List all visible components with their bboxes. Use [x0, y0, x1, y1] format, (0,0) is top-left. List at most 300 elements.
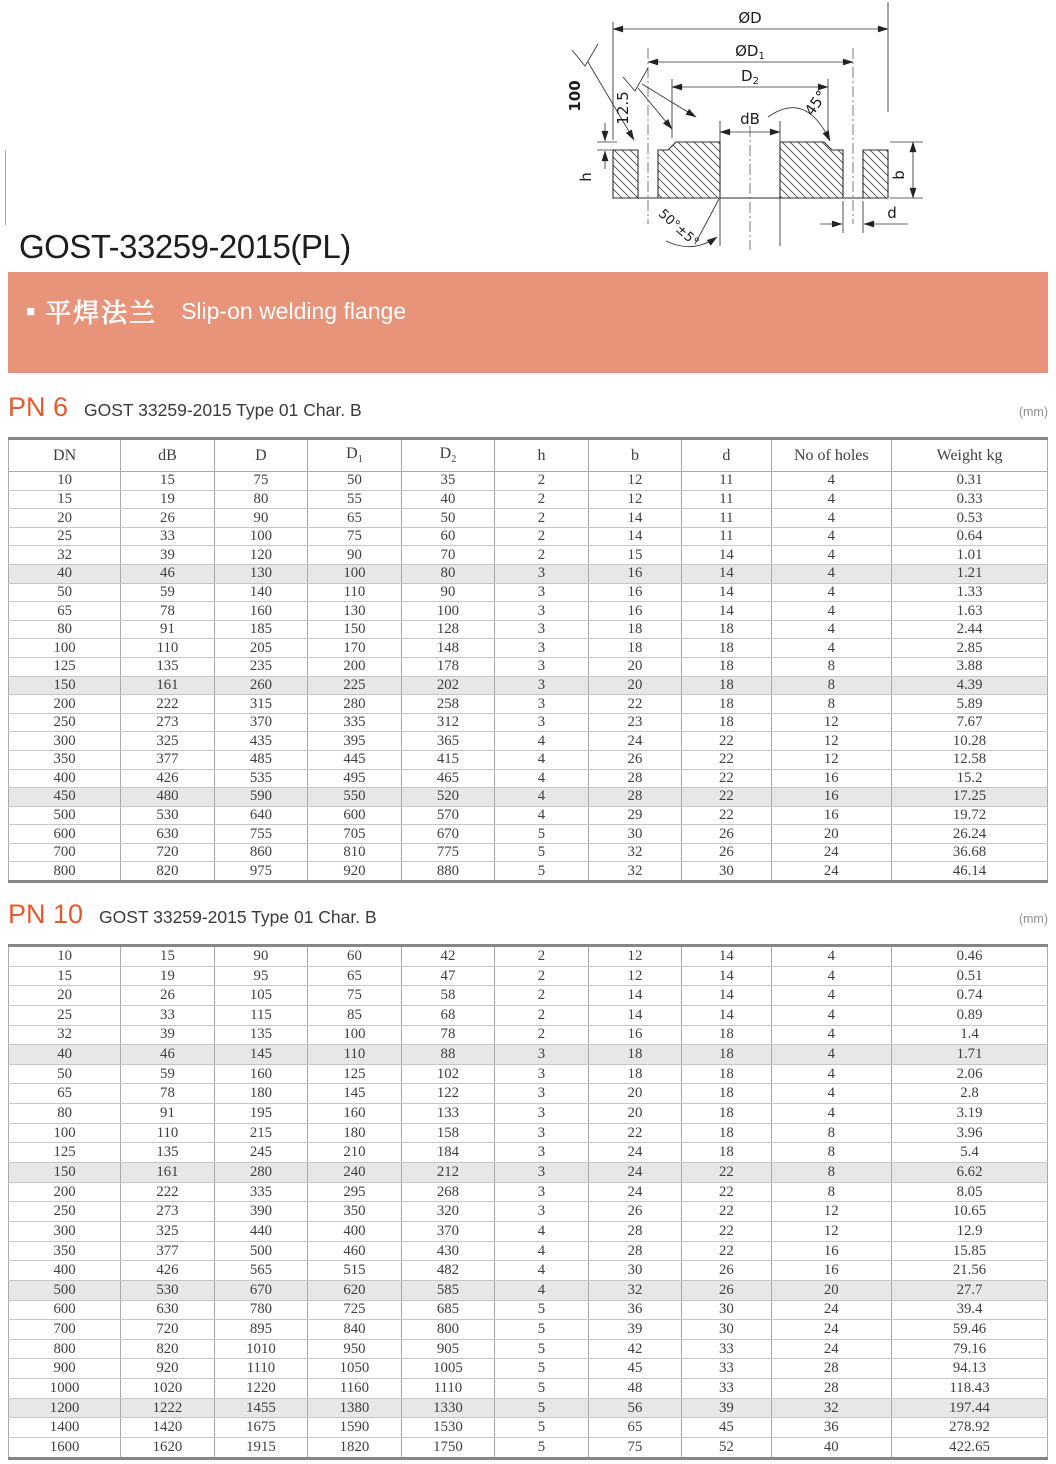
cell: 1400: [9, 1418, 121, 1438]
cell: 59: [121, 583, 215, 602]
cell: 400: [9, 1261, 121, 1281]
cell: 630: [121, 1300, 215, 1320]
cell: 4: [771, 602, 892, 621]
cell: 22: [682, 788, 771, 807]
cell: 150: [9, 676, 121, 695]
dim-label-d: d: [887, 204, 897, 222]
cell: 80: [401, 564, 495, 583]
column-header: dB: [121, 439, 215, 472]
cell: 197.44: [892, 1398, 1048, 1418]
cell: 39.4: [892, 1300, 1048, 1320]
cell: 21.56: [892, 1261, 1048, 1281]
cell: 24: [588, 732, 682, 751]
cell: 670: [401, 825, 495, 844]
cell: 15.85: [892, 1241, 1048, 1261]
cell: 33: [682, 1379, 771, 1399]
cell: 258: [401, 695, 495, 714]
table-row: [9, 966, 1048, 986]
cell: 18: [682, 695, 771, 714]
cell: 22: [588, 1123, 682, 1143]
cell: 170: [308, 639, 402, 658]
cell: 268: [401, 1182, 495, 1202]
pn6-table: [8, 437, 1048, 883]
cell: 205: [214, 639, 308, 658]
cell: 4: [771, 546, 892, 565]
cell: 78: [121, 1084, 215, 1104]
cell: 18: [682, 713, 771, 732]
cell: 26: [682, 1261, 771, 1281]
cell: 240: [308, 1163, 402, 1183]
page-title: GOST-33259-2015(PL): [19, 228, 351, 265]
cell: 11: [682, 527, 771, 546]
cell: 48: [588, 1379, 682, 1399]
dim-label-b: b: [890, 170, 908, 180]
table-row: [9, 1241, 1048, 1261]
cell: 18: [588, 639, 682, 658]
cell: 39: [121, 1025, 215, 1045]
cell: 3: [495, 1163, 589, 1183]
cell: 4: [495, 1241, 589, 1261]
cell: 10: [9, 472, 121, 491]
cell: 482: [401, 1261, 495, 1281]
cell: 3: [495, 1064, 589, 1084]
cell: 60: [308, 946, 402, 967]
table-row: [9, 1064, 1048, 1084]
cell: 12.9: [892, 1221, 1048, 1241]
cell: 22: [588, 695, 682, 714]
table-row: [9, 750, 1048, 769]
cell: 4: [771, 472, 892, 491]
cell: 250: [9, 713, 121, 732]
cell: 3: [495, 583, 589, 602]
table-row: [9, 490, 1048, 509]
cell: 4: [771, 639, 892, 658]
cell: 245: [214, 1143, 308, 1163]
roughness-12-5: [614, 68, 696, 129]
cell: 40: [771, 1438, 892, 1459]
cell: 430: [401, 1241, 495, 1261]
table-row: [9, 1300, 1048, 1320]
cell: 24: [588, 1163, 682, 1183]
cell: 800: [9, 862, 121, 882]
cell: 12: [771, 1221, 892, 1241]
cell: 90: [308, 546, 402, 565]
cell: 18: [682, 639, 771, 658]
table-row: [9, 1359, 1048, 1379]
cell: 5: [495, 1359, 589, 1379]
cell: 50: [9, 1064, 121, 1084]
cell: 1330: [401, 1398, 495, 1418]
cell: 59: [121, 1064, 215, 1084]
cell: 24: [771, 1300, 892, 1320]
cell: 100: [308, 1025, 402, 1045]
cell: 18: [682, 1025, 771, 1045]
dim-angle50: [655, 199, 719, 250]
table-row: [9, 1163, 1048, 1183]
cell: 32: [588, 843, 682, 862]
cell: 4: [771, 509, 892, 528]
cell: 480: [121, 788, 215, 807]
cell: 110: [121, 639, 215, 658]
cell: 12: [588, 966, 682, 986]
table-row: [9, 769, 1048, 788]
cell: 75: [308, 986, 402, 1006]
cell: 1010: [214, 1339, 308, 1359]
dim-label-50: 50°±5°: [655, 206, 702, 251]
cell: 12: [771, 732, 892, 751]
cell: 1050: [308, 1359, 402, 1379]
cell: 26: [682, 1280, 771, 1300]
cell: 320: [401, 1202, 495, 1222]
flange-cross-section: [613, 142, 888, 198]
cell: 4: [771, 583, 892, 602]
cell: 46: [121, 564, 215, 583]
cell: 400: [9, 769, 121, 788]
cell: 400: [308, 1221, 402, 1241]
table-row: [9, 583, 1048, 602]
cell: 3: [495, 602, 589, 621]
cell: 1420: [121, 1418, 215, 1438]
cell: 15: [9, 966, 121, 986]
cell: 2: [495, 472, 589, 491]
cell: 45: [588, 1359, 682, 1379]
cell: 60: [401, 527, 495, 546]
cell: 20: [771, 1280, 892, 1300]
cell: 3: [495, 1104, 589, 1124]
cell: 12: [771, 1202, 892, 1222]
cell: 40: [9, 1045, 121, 1065]
cell: 780: [214, 1300, 308, 1320]
table-row: [9, 1025, 1048, 1045]
cell: 65: [588, 1418, 682, 1438]
table-row: [9, 602, 1048, 621]
column-header: $D_2$: [401, 439, 495, 472]
cell: 42: [588, 1339, 682, 1359]
cell: 20: [9, 986, 121, 1006]
cell: 390: [214, 1202, 308, 1222]
cell: 1200: [9, 1398, 121, 1418]
cell: 130: [308, 602, 402, 621]
cell: 26: [121, 509, 215, 528]
cell: 520: [401, 788, 495, 807]
cell: 18: [682, 1104, 771, 1124]
cell: 445: [308, 750, 402, 769]
cell: 100: [9, 1123, 121, 1143]
table-row: [9, 1143, 1048, 1163]
cell: 0.46: [892, 946, 1048, 967]
table-row: [9, 946, 1048, 967]
cell: 26: [682, 825, 771, 844]
cell: 14: [588, 1005, 682, 1025]
cell: 15.2: [892, 769, 1048, 788]
cell: 65: [9, 1084, 121, 1104]
cell: 90: [214, 509, 308, 528]
cell: 90: [401, 583, 495, 602]
cell: 68: [401, 1005, 495, 1025]
cell: 0.64: [892, 527, 1048, 546]
cell: 24: [771, 843, 892, 862]
cell: 1.33: [892, 583, 1048, 602]
dim-label-d2: $D_2$: [741, 67, 759, 87]
cell: 295: [308, 1182, 402, 1202]
cell: 22: [682, 1221, 771, 1241]
cell: 15: [588, 546, 682, 565]
cell: 5: [495, 862, 589, 882]
cell: 59.46: [892, 1320, 1048, 1340]
cell: 4: [771, 1005, 892, 1025]
cell: 26: [682, 843, 771, 862]
cell: 14: [682, 546, 771, 565]
cell: 65: [9, 602, 121, 621]
table-row: [9, 546, 1048, 565]
cell: 25: [9, 1005, 121, 1025]
cell: 500: [9, 1280, 121, 1300]
cell: 12: [771, 713, 892, 732]
cell: 4.39: [892, 676, 1048, 695]
cell: 4: [495, 1221, 589, 1241]
dim-d: [820, 201, 908, 233]
cell: 200: [9, 1182, 121, 1202]
table-row: [9, 806, 1048, 825]
cell: 515: [308, 1261, 402, 1281]
cell: 920: [121, 1359, 215, 1379]
pn10-unit-label: (mm): [1018, 912, 1048, 926]
cell: 58: [401, 986, 495, 1006]
cell: 720: [121, 1320, 215, 1340]
cell: 620: [308, 1280, 402, 1300]
cell: 840: [308, 1320, 402, 1340]
cell: 28: [588, 1221, 682, 1241]
cell: 2: [495, 1005, 589, 1025]
cell: 4: [495, 769, 589, 788]
cell: 3: [495, 564, 589, 583]
cell: 273: [121, 1202, 215, 1222]
cell: 895: [214, 1320, 308, 1340]
cell: 24: [771, 862, 892, 882]
cell: 222: [121, 1182, 215, 1202]
cell: 14: [588, 986, 682, 1006]
cell: 78: [121, 602, 215, 621]
cell: 130: [214, 564, 308, 583]
cell: 85: [308, 1005, 402, 1025]
cell: 0.74: [892, 986, 1048, 1006]
cell: 212: [401, 1163, 495, 1183]
cell: 0.51: [892, 966, 1048, 986]
cell: 755: [214, 825, 308, 844]
cell: 18: [682, 1064, 771, 1084]
cell: 160: [214, 602, 308, 621]
cell: 1620: [121, 1438, 215, 1459]
cell: 18: [682, 1045, 771, 1065]
cell: 725: [308, 1300, 402, 1320]
cell: 8: [771, 657, 892, 676]
cell: 15: [121, 946, 215, 967]
table-row: [9, 825, 1048, 844]
cell: 135: [214, 1025, 308, 1045]
cell: 600: [9, 1300, 121, 1320]
dim-label-45: 45°: [800, 87, 831, 120]
cell: 24: [771, 1320, 892, 1340]
header-row: [9, 439, 1048, 472]
cell: 22: [682, 1241, 771, 1261]
table-row: [9, 1418, 1048, 1438]
cell: 5.4: [892, 1143, 1048, 1163]
pn10-table: [8, 944, 1048, 1460]
column-header: D: [214, 439, 308, 472]
cell: 26.24: [892, 825, 1048, 844]
cell: 22: [682, 732, 771, 751]
cell: 19: [121, 966, 215, 986]
cell: 18: [682, 620, 771, 639]
cell: 16: [588, 1025, 682, 1045]
table-row: [9, 1005, 1048, 1025]
cell: 30: [588, 1261, 682, 1281]
cell: 36: [771, 1418, 892, 1438]
cell: 685: [401, 1300, 495, 1320]
cell: 1455: [214, 1398, 308, 1418]
cell: 39: [121, 546, 215, 565]
cell: 1675: [214, 1418, 308, 1438]
cell: 5: [495, 1300, 589, 1320]
cell: 65: [308, 509, 402, 528]
cell: 1.63: [892, 602, 1048, 621]
cell: 585: [401, 1280, 495, 1300]
table-row: [9, 1261, 1048, 1281]
cell: 200: [9, 695, 121, 714]
cell: 590: [214, 788, 308, 807]
cell: 100: [308, 564, 402, 583]
cell: 210: [308, 1143, 402, 1163]
cell: 16: [771, 806, 892, 825]
cell: 20: [588, 1084, 682, 1104]
cell: 4: [771, 986, 892, 1006]
table-row: [9, 1379, 1048, 1399]
table-row: [9, 1084, 1048, 1104]
cell: 315: [214, 695, 308, 714]
cell: 1110: [401, 1379, 495, 1399]
cell: 80: [214, 490, 308, 509]
cell: 3.19: [892, 1104, 1048, 1124]
cell: 56: [588, 1398, 682, 1418]
cell: 18: [682, 1123, 771, 1143]
table-row: [9, 564, 1048, 583]
cell: 15: [9, 490, 121, 509]
cell: 16: [771, 1241, 892, 1261]
cell: 4: [771, 966, 892, 986]
cell: 28: [771, 1359, 892, 1379]
cell: 5: [495, 1339, 589, 1359]
cell: 335: [308, 713, 402, 732]
cell: 27.7: [892, 1280, 1048, 1300]
table-row: [9, 1339, 1048, 1359]
cell: 4: [771, 1064, 892, 1084]
cell: 12: [588, 472, 682, 491]
cell: 100: [214, 527, 308, 546]
cell: 18: [682, 676, 771, 695]
cell: 1820: [308, 1438, 402, 1459]
cell: 148: [401, 639, 495, 658]
cell: 3.88: [892, 657, 1048, 676]
cell: 16: [771, 1261, 892, 1281]
column-header: d: [682, 439, 771, 472]
table-row: [9, 676, 1048, 695]
cell: 160: [214, 1064, 308, 1084]
cell: 150: [308, 620, 402, 639]
cell: 15: [121, 472, 215, 491]
cell: 4: [771, 1084, 892, 1104]
cell: 20: [588, 1104, 682, 1124]
pn6-section-header: [8, 392, 1048, 423]
cell: 32: [9, 546, 121, 565]
cell: 145: [308, 1084, 402, 1104]
cell: 215: [214, 1123, 308, 1143]
cell: 2: [495, 946, 589, 967]
cell: 5: [495, 843, 589, 862]
banner-title-english: Slip-on welding flange: [181, 298, 407, 324]
cell: 570: [401, 806, 495, 825]
cell: 377: [121, 750, 215, 769]
cell: 0.89: [892, 1005, 1048, 1025]
cell: 75: [214, 472, 308, 491]
cell: 33: [682, 1359, 771, 1379]
cell: 235: [214, 657, 308, 676]
cell: 900: [9, 1359, 121, 1379]
cell: 3: [495, 695, 589, 714]
cell: 39: [588, 1320, 682, 1340]
cell: 5: [495, 1398, 589, 1418]
dim-label-db: dB: [740, 110, 760, 128]
cell: 440: [214, 1221, 308, 1241]
cell: 670: [214, 1280, 308, 1300]
cell: 1915: [214, 1438, 308, 1459]
cell: 4: [771, 1104, 892, 1124]
cell: 50: [9, 583, 121, 602]
cell: 1600: [9, 1438, 121, 1459]
cell: 110: [121, 1123, 215, 1143]
cell: 185: [214, 620, 308, 639]
cell: 3: [495, 620, 589, 639]
cell: 2: [495, 986, 589, 1006]
cell: 14: [588, 527, 682, 546]
product-banner: [8, 272, 1048, 373]
cell: 18: [588, 1045, 682, 1065]
cell: 161: [121, 1163, 215, 1183]
cell: 2: [495, 966, 589, 986]
column-header: No of holes: [771, 439, 892, 472]
cell: 30: [682, 1320, 771, 1340]
cell: 7.67: [892, 713, 1048, 732]
table-row: [9, 657, 1048, 676]
table-row: [9, 1202, 1048, 1222]
cell: 145: [214, 1045, 308, 1065]
cell: 79.16: [892, 1339, 1048, 1359]
cell: 4: [495, 1280, 589, 1300]
cell: 14: [682, 946, 771, 967]
cell: 370: [214, 713, 308, 732]
cell: 22: [682, 769, 771, 788]
cell: 810: [308, 843, 402, 862]
cell: 8: [771, 676, 892, 695]
cell: 700: [9, 1320, 121, 1340]
cell: 42: [401, 946, 495, 967]
cell: 280: [308, 695, 402, 714]
cell: 720: [121, 843, 215, 862]
cell: 8: [771, 1163, 892, 1183]
dim-label-12-5: 12.5: [614, 91, 632, 125]
cell: 91: [121, 1104, 215, 1124]
cell: 530: [121, 1280, 215, 1300]
cell: 78: [401, 1025, 495, 1045]
